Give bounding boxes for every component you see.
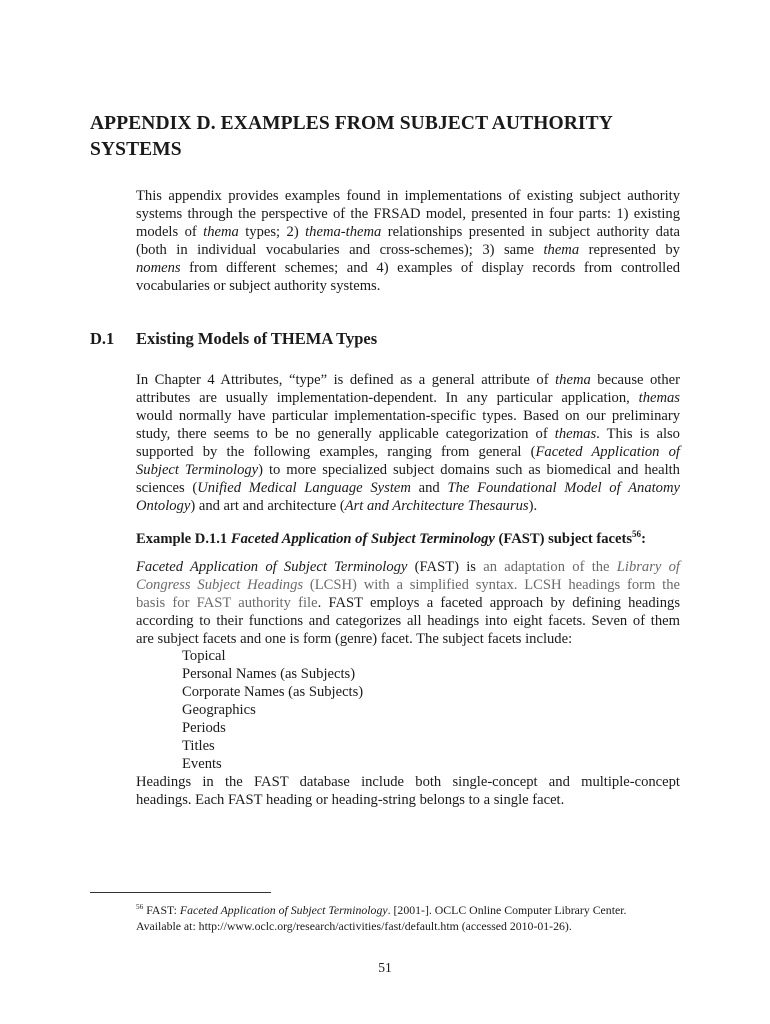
p2-line-5: are subject facets and one is form (genre) facet. The subject facets include: xyxy=(136,631,573,647)
intro-line-2: systems through the perspective of the FRSAD model, presented in four parts: 1) existing xyxy=(136,206,680,222)
emphasis: Faceted Application of Subject Terminology xyxy=(179,903,388,917)
example-title: Faceted Application of Subject Terminology xyxy=(230,531,495,547)
p2-line-1 xyxy=(136,558,680,576)
headings-paragraph xyxy=(136,773,680,809)
grey-text: basis for FAST authority file xyxy=(136,595,318,611)
facet-item: Periods xyxy=(182,720,226,736)
grey-text: an adaptation of the xyxy=(483,559,617,575)
facet-item: Topical xyxy=(182,648,226,664)
emphasis: The Foundational Model of Anatomy xyxy=(447,480,680,496)
text: : xyxy=(641,531,646,547)
emphasis: Faceted Application of xyxy=(535,444,680,460)
text: (FAST) is xyxy=(407,559,484,575)
facet-item: Geographics xyxy=(182,702,256,718)
section-title: Existing Models of THEMA Types xyxy=(136,329,378,348)
grey-emphasis: Library of xyxy=(616,559,680,575)
intro-line-1: This appendix provides examples found in implementations of existing subject authority xyxy=(136,188,680,204)
text: and xyxy=(410,480,448,496)
facet-item: Corporate Names (as Subjects) xyxy=(182,684,364,700)
facet-list xyxy=(182,647,363,773)
text: attributes are usually implementation-dependent. In any particular application, xyxy=(136,390,639,406)
text: . This is also xyxy=(596,426,680,442)
intro-paragraph xyxy=(136,187,680,295)
emphasis: themas xyxy=(554,426,597,442)
p1-line-4 xyxy=(136,425,680,443)
facet-item: Personal Names (as Subjects) xyxy=(182,666,356,682)
p1-line-6 xyxy=(136,461,680,479)
footnote-line-1 xyxy=(136,902,682,918)
page-number: 51 xyxy=(378,960,392,975)
emphasis: Unified Medical Language System xyxy=(197,480,411,496)
fast-paragraph xyxy=(136,558,680,648)
text: sciences ( xyxy=(136,480,198,496)
p1-line-5 xyxy=(136,443,680,461)
section-number: D.1 xyxy=(90,329,115,348)
footnote-line-2: Available at: http://www.oclc.org/research/activities/fast/default.htm (accessed 2010-01-26). xyxy=(136,919,572,933)
text: . FAST employs a faceted approach by defining headings xyxy=(317,595,680,611)
text: models of xyxy=(136,224,204,240)
emphasis: Subject Terminology xyxy=(136,462,259,478)
footnote-number: 56 xyxy=(136,902,144,912)
emphasis: Faceted Application of Subject Terminology xyxy=(136,559,408,575)
grey-emphasis: Congress Subject Headings xyxy=(136,577,304,593)
p2-line-2 xyxy=(136,576,680,594)
text: relationships presented in subject authority data xyxy=(381,224,680,240)
intro-line-3 xyxy=(136,223,680,241)
p3-line-1: Headings in the FAST database include both single-concept and multiple-concept xyxy=(136,774,680,790)
text: ). xyxy=(528,498,538,514)
p2-line-4: according to their functions and categorizes all headings into eight facets. Seven of them xyxy=(136,613,680,629)
p1-line-3: would normally have particular implementation-specific types. Based on our preliminary xyxy=(136,408,680,424)
facet-item: Titles xyxy=(182,738,215,754)
p2-line-3 xyxy=(136,594,680,612)
footnote xyxy=(136,902,682,934)
text: types; 2) xyxy=(238,224,306,240)
p1-line-8 xyxy=(136,497,680,515)
appendix-title: APPENDIX D. EXAMPLES FROM SUBJECT AUTHORITY SYSTEMS xyxy=(90,113,613,160)
footnote-reference[interactable]: 56 xyxy=(632,529,642,540)
text: from different schemes; and 4) examples of display records from controlled xyxy=(180,260,680,276)
types-paragraph xyxy=(136,371,680,515)
emphasis: nomens xyxy=(136,260,181,276)
p1-line-7 xyxy=(136,479,680,497)
text: (both in individual vocabularies and cross-schemes); 3) same xyxy=(136,242,544,258)
emphasis: Art and Architecture Thesaurus xyxy=(344,498,529,514)
p1-line-1 xyxy=(136,371,680,389)
emphasis: thema xyxy=(555,372,591,388)
facet-item: Events xyxy=(182,756,222,772)
emphasis: thema xyxy=(203,224,239,240)
emphasis: Ontology xyxy=(136,498,191,514)
intro-line-4 xyxy=(136,241,680,259)
intro-line-5 xyxy=(136,259,680,277)
text: . [2001-]. OCLC Online Computer Library Center. xyxy=(387,903,627,917)
text: study, there seems to be no generally applicable categorization of xyxy=(136,426,555,442)
intro-line-6: vocabularies or subject authority systems. xyxy=(136,278,381,294)
text: supported by the following examples, ranging from general ( xyxy=(136,444,536,460)
text: represented by xyxy=(579,242,680,258)
example-label: Example D.1.1 xyxy=(136,531,231,547)
emphasis: thema xyxy=(543,242,580,258)
example-heading xyxy=(136,530,646,548)
text: because other xyxy=(590,372,681,388)
text: FAST: xyxy=(143,903,180,917)
emphasis: themas xyxy=(638,390,680,406)
example-suffix: (FAST) subject facets xyxy=(494,531,633,547)
footnote-divider xyxy=(90,892,271,893)
text: ) and art and architecture ( xyxy=(190,498,345,514)
text: In Chapter 4 Attributes, “type” is defined as a general attribute of xyxy=(136,372,556,388)
p3-line-2: headings. Each FAST heading or heading-string belongs to a single facet. xyxy=(136,792,565,808)
p1-line-2 xyxy=(136,389,680,407)
emphasis: thema-thema xyxy=(305,224,382,240)
grey-text: (LCSH) with a simplified syntax. LCSH headings form the xyxy=(303,577,681,593)
text: ) to more specialized subject domains such as biomedical and health xyxy=(258,462,680,478)
